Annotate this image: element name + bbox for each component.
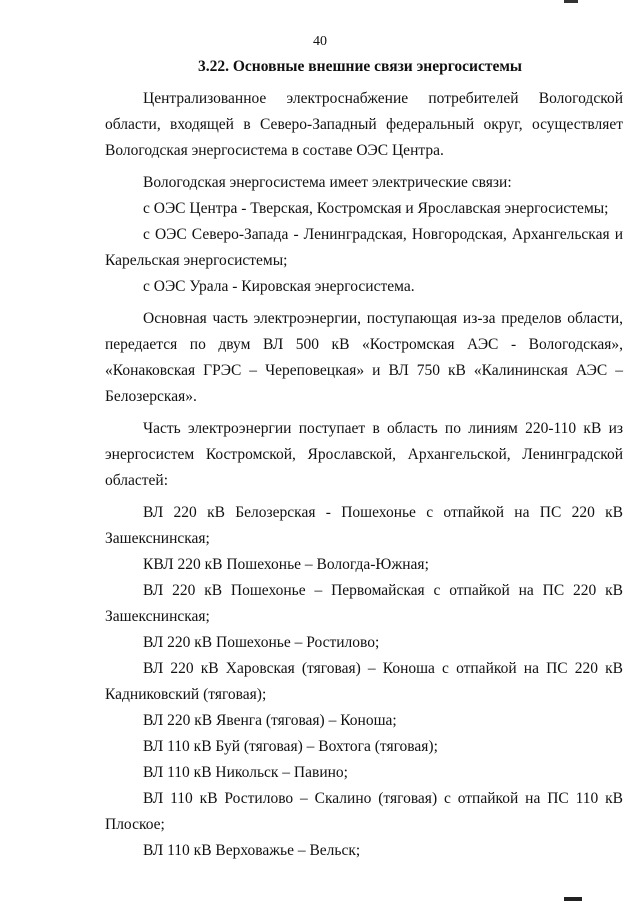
paragraph: с ОЭС Северо-Запада - Ленинградская, Новгородская, Архангельская и Карельская энергосистемы;	[105, 226, 623, 269]
paragraph: Централизованное электроснабжение потребителей Вологодской области, входящей в Северо-Западный федеральный округ, осуществляет Вологодская энергосистема в составе ОЭС Центра.	[105, 90, 623, 159]
list-item: ВЛ 220 кВ Явенга (тяговая) – Коноша;	[143, 712, 397, 729]
paragraph: Вологодская энергосистема имеет электрические связи:	[143, 174, 512, 191]
paragraph: Часть электроэнергии поступает в область по линиям 220-110 кВ из энергосистем Костромской, Ярославской, Архангельской, Ленинградской областей:	[105, 420, 623, 489]
paragraph: Основная часть электроэнергии, поступающая из-за пределов области, передается по двум ВЛ 500 кВ «Костромская АЭС - Вологодская», «Конаковская ГРЭС – Череповецкая» и ВЛ 750 кВ «Калининская АЭС – Белозерская».	[105, 310, 623, 405]
scan-mark-top	[564, 0, 578, 3]
paragraph: с ОЭС Урала - Кировская энергосистема.	[143, 278, 415, 295]
list-item: ВЛ 110 кВ Верховажье – Вельск;	[143, 842, 361, 859]
list-item: КВЛ 220 кВ Пошехонье – Вологда-Южная;	[143, 556, 429, 573]
list-item: ВЛ 110 кВ Никольск – Павино;	[143, 764, 348, 781]
list-item: ВЛ 110 кВ Ростилово – Скалино (тяговая) с отпайкой на ПС 110 кВ Плоское;	[105, 790, 623, 833]
paragraph: с ОЭС Центра - Тверская, Костромская и Ярославская энергосистемы;	[143, 200, 609, 217]
list-item: ВЛ 220 кВ Пошехонье – Ростилово;	[143, 634, 380, 651]
page-number: 40	[313, 34, 327, 49]
section-heading: 3.22. Основные внешние связи энергосистемы	[198, 58, 522, 75]
list-item: ВЛ 110 кВ Буй (тяговая) – Вохтога (тяговая);	[143, 738, 438, 755]
list-item: ВЛ 220 кВ Пошехонье – Первомайская с отпайкой на ПС 220 кВ Зашекснинская;	[105, 582, 623, 625]
body-text	[105, 86, 623, 864]
list-item: ВЛ 220 кВ Белозерская - Пошехонье с отпайкой на ПС 220 кВ Зашекснинская;	[105, 504, 623, 547]
list-item: ВЛ 220 кВ Харовская (тяговая) – Коноша с отпайкой на ПС 220 кВ Кадниковский (тяговая);	[105, 660, 623, 703]
scan-mark-bottom	[564, 897, 582, 901]
